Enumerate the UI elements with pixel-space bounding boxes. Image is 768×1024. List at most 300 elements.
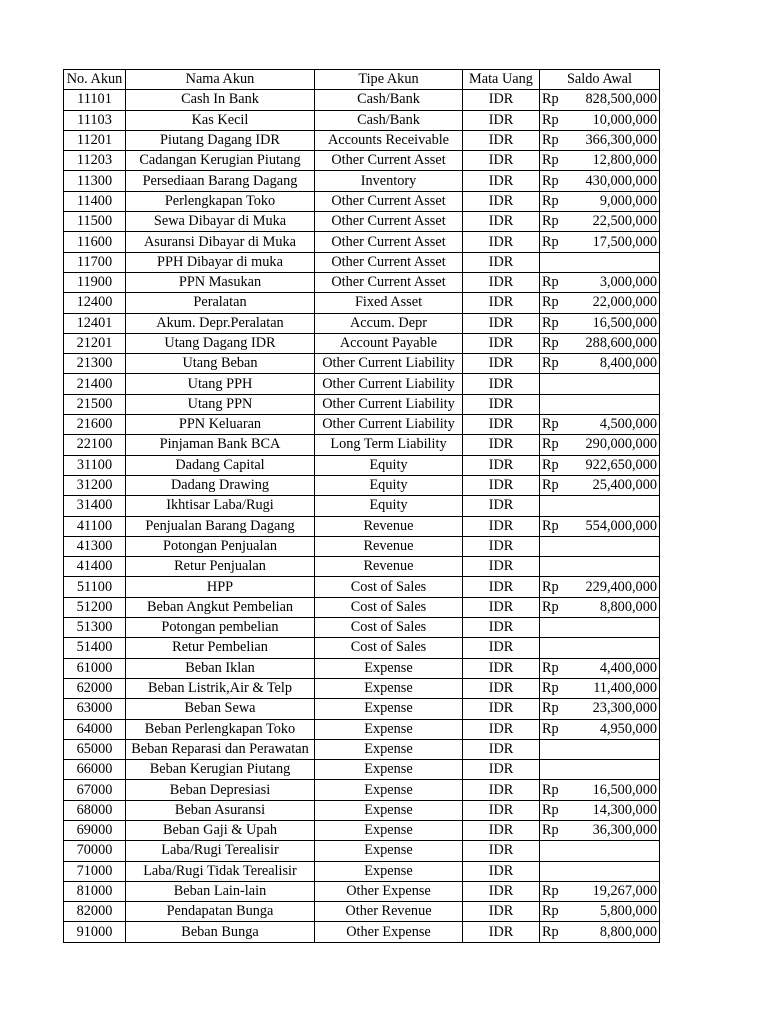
account-number-cell: 12401: [64, 313, 126, 333]
currency-cell: IDR: [463, 536, 540, 556]
account-number-cell: 11300: [64, 171, 126, 191]
currency-cell: IDR: [463, 252, 540, 272]
currency-cell: IDR: [463, 902, 540, 922]
currency-symbol-cell: Rp: [540, 171, 565, 191]
account-name-cell: Beban Sewa: [126, 699, 315, 719]
currency-symbol-cell: [540, 536, 565, 556]
currency-symbol-cell: Rp: [540, 90, 565, 110]
account-name-cell: Utang PPN: [126, 394, 315, 414]
account-name-cell: Beban Bunga: [126, 922, 315, 942]
account-type-cell: Equity: [315, 455, 463, 475]
account-name-cell: Laba/Rugi Terealisir: [126, 841, 315, 861]
currency-cell: IDR: [463, 881, 540, 901]
table-row: [64, 90, 660, 110]
opening-balance-cell: 14,300,000: [565, 800, 660, 820]
account-number-cell: 11400: [64, 191, 126, 211]
opening-balance-cell: 17,500,000: [565, 232, 660, 252]
currency-cell: IDR: [463, 922, 540, 942]
account-type-cell: Account Payable: [315, 333, 463, 353]
account-number-cell: 70000: [64, 841, 126, 861]
account-type-cell: Expense: [315, 678, 463, 698]
account-name-cell: Beban Kerugian Piutang: [126, 760, 315, 780]
currency-symbol-cell: Rp: [540, 354, 565, 374]
account-name-cell: Peralatan: [126, 293, 315, 313]
account-number-cell: 11700: [64, 252, 126, 272]
account-number-cell: 65000: [64, 739, 126, 759]
account-name-cell: Retur Penjualan: [126, 557, 315, 577]
opening-balance-cell: 229,400,000: [565, 577, 660, 597]
currency-cell: IDR: [463, 577, 540, 597]
currency-cell: IDR: [463, 435, 540, 455]
account-name-cell: Beban Listrik,Air & Telp: [126, 678, 315, 698]
table-row: [64, 638, 660, 658]
table-row: [64, 658, 660, 678]
account-number-cell: 11500: [64, 212, 126, 232]
account-number-cell: 21500: [64, 394, 126, 414]
currency-symbol-cell: Rp: [540, 780, 565, 800]
account-number-cell: 11101: [64, 90, 126, 110]
currency-cell: IDR: [463, 719, 540, 739]
opening-balance-cell: 366,300,000: [565, 130, 660, 150]
account-name-cell: HPP: [126, 577, 315, 597]
opening-balance-cell: 11,400,000: [565, 678, 660, 698]
table-row: [64, 516, 660, 536]
account-name-cell: Pinjaman Bank BCA: [126, 435, 315, 455]
currency-symbol-cell: [540, 394, 565, 414]
account-number-cell: 51300: [64, 618, 126, 638]
currency-cell: IDR: [463, 699, 540, 719]
table-row: [64, 354, 660, 374]
currency-cell: IDR: [463, 739, 540, 759]
currency-cell: IDR: [463, 597, 540, 617]
account-type-cell: Other Current Liability: [315, 415, 463, 435]
currency-symbol-cell: Rp: [540, 435, 565, 455]
account-name-cell: Beban Reparasi dan Perawatan: [126, 739, 315, 759]
account-type-cell: Other Revenue: [315, 902, 463, 922]
table-row: [64, 252, 660, 272]
account-name-cell: Cash In Bank: [126, 90, 315, 110]
currency-symbol-cell: Rp: [540, 151, 565, 171]
currency-cell: IDR: [463, 333, 540, 353]
account-number-cell: 12400: [64, 293, 126, 313]
table-row: [64, 780, 660, 800]
opening-balance-cell: [565, 841, 660, 861]
currency-cell: IDR: [463, 618, 540, 638]
account-number-cell: 41400: [64, 557, 126, 577]
account-number-cell: 91000: [64, 922, 126, 942]
table-row: [64, 618, 660, 638]
account-type-cell: Expense: [315, 800, 463, 820]
account-number-cell: 67000: [64, 780, 126, 800]
chart-of-accounts-table: [63, 69, 660, 943]
currency-symbol-cell: [540, 861, 565, 881]
header-mata-uang: Mata Uang: [463, 70, 540, 90]
currency-cell: IDR: [463, 415, 540, 435]
currency-cell: IDR: [463, 861, 540, 881]
table-row: [64, 536, 660, 556]
account-type-cell: Cost of Sales: [315, 577, 463, 597]
opening-balance-cell: 10,000,000: [565, 110, 660, 130]
account-name-cell: Utang Beban: [126, 354, 315, 374]
account-name-cell: Beban Depresiasi: [126, 780, 315, 800]
account-name-cell: Penjualan Barang Dagang: [126, 516, 315, 536]
opening-balance-cell: 4,400,000: [565, 658, 660, 678]
header-saldo-awal: Saldo Awal: [540, 70, 660, 90]
header-row: [64, 70, 660, 90]
opening-balance-cell: 22,500,000: [565, 212, 660, 232]
currency-symbol-cell: Rp: [540, 475, 565, 495]
opening-balance-cell: [565, 638, 660, 658]
currency-symbol-cell: Rp: [540, 130, 565, 150]
currency-cell: IDR: [463, 293, 540, 313]
table-row: [64, 415, 660, 435]
table-row: [64, 272, 660, 292]
account-number-cell: 51400: [64, 638, 126, 658]
table-row: [64, 861, 660, 881]
currency-symbol-cell: [540, 638, 565, 658]
opening-balance-cell: 8,400,000: [565, 354, 660, 374]
opening-balance-cell: 19,267,000: [565, 881, 660, 901]
opening-balance-cell: [565, 618, 660, 638]
opening-balance-cell: 8,800,000: [565, 922, 660, 942]
account-name-cell: Utang PPH: [126, 374, 315, 394]
opening-balance-cell: 430,000,000: [565, 171, 660, 191]
account-name-cell: Ikhtisar Laba/Rugi: [126, 496, 315, 516]
currency-cell: IDR: [463, 130, 540, 150]
account-name-cell: PPN Masukan: [126, 272, 315, 292]
currency-cell: IDR: [463, 780, 540, 800]
table-row: [64, 374, 660, 394]
opening-balance-cell: 36,300,000: [565, 820, 660, 840]
account-type-cell: Other Current Asset: [315, 252, 463, 272]
account-name-cell: Retur Pembelian: [126, 638, 315, 658]
table-row: [64, 902, 660, 922]
table-row: [64, 435, 660, 455]
table-row: [64, 841, 660, 861]
opening-balance-cell: 4,950,000: [565, 719, 660, 739]
account-number-cell: 21201: [64, 333, 126, 353]
currency-symbol-cell: Rp: [540, 110, 565, 130]
account-type-cell: Expense: [315, 760, 463, 780]
opening-balance-cell: 554,000,000: [565, 516, 660, 536]
opening-balance-cell: [565, 394, 660, 414]
account-number-cell: 11900: [64, 272, 126, 292]
account-type-cell: Expense: [315, 658, 463, 678]
currency-symbol-cell: Rp: [540, 658, 565, 678]
currency-cell: IDR: [463, 232, 540, 252]
opening-balance-cell: 288,600,000: [565, 333, 660, 353]
opening-balance-cell: 3,000,000: [565, 272, 660, 292]
currency-cell: IDR: [463, 496, 540, 516]
opening-balance-cell: 922,650,000: [565, 455, 660, 475]
table-row: [64, 333, 660, 353]
opening-balance-cell: 16,500,000: [565, 780, 660, 800]
account-type-cell: Other Current Asset: [315, 212, 463, 232]
opening-balance-cell: [565, 536, 660, 556]
account-type-cell: Other Current Asset: [315, 232, 463, 252]
currency-symbol-cell: Rp: [540, 577, 565, 597]
account-name-cell: Perlengkapan Toko: [126, 191, 315, 211]
opening-balance-cell: [565, 374, 660, 394]
currency-cell: IDR: [463, 212, 540, 232]
currency-symbol-cell: [540, 557, 565, 577]
account-number-cell: 66000: [64, 760, 126, 780]
currency-cell: IDR: [463, 394, 540, 414]
account-type-cell: Expense: [315, 861, 463, 881]
account-type-cell: Cost of Sales: [315, 638, 463, 658]
currency-symbol-cell: [540, 739, 565, 759]
account-type-cell: Other Current Liability: [315, 354, 463, 374]
account-type-cell: Expense: [315, 699, 463, 719]
account-number-cell: 64000: [64, 719, 126, 739]
currency-cell: IDR: [463, 800, 540, 820]
account-name-cell: Cadangan Kerugian Piutang: [126, 151, 315, 171]
account-number-cell: 51200: [64, 597, 126, 617]
account-number-cell: 82000: [64, 902, 126, 922]
account-type-cell: Revenue: [315, 557, 463, 577]
table-row: [64, 881, 660, 901]
currency-cell: IDR: [463, 90, 540, 110]
account-name-cell: Dadang Drawing: [126, 475, 315, 495]
opening-balance-cell: 16,500,000: [565, 313, 660, 333]
currency-cell: IDR: [463, 638, 540, 658]
table-row: [64, 820, 660, 840]
account-type-cell: Fixed Asset: [315, 293, 463, 313]
account-type-cell: Other Expense: [315, 881, 463, 901]
account-type-cell: Other Current Liability: [315, 394, 463, 414]
opening-balance-cell: 5,800,000: [565, 902, 660, 922]
currency-cell: IDR: [463, 313, 540, 333]
currency-symbol-cell: Rp: [540, 333, 565, 353]
opening-balance-cell: [565, 252, 660, 272]
opening-balance-cell: [565, 861, 660, 881]
currency-cell: IDR: [463, 760, 540, 780]
account-number-cell: 61000: [64, 658, 126, 678]
currency-symbol-cell: Rp: [540, 313, 565, 333]
currency-cell: IDR: [463, 272, 540, 292]
opening-balance-cell: 8,800,000: [565, 597, 660, 617]
table-row: [64, 475, 660, 495]
account-type-cell: Cash/Bank: [315, 90, 463, 110]
opening-balance-cell: 22,000,000: [565, 293, 660, 313]
account-name-cell: Beban Gaji & Upah: [126, 820, 315, 840]
account-name-cell: Asuransi Dibayar di Muka: [126, 232, 315, 252]
currency-symbol-cell: [540, 374, 565, 394]
account-name-cell: PPH Dibayar di muka: [126, 252, 315, 272]
account-number-cell: 21300: [64, 354, 126, 374]
account-type-cell: Revenue: [315, 536, 463, 556]
currency-cell: IDR: [463, 354, 540, 374]
account-type-cell: Revenue: [315, 516, 463, 536]
account-name-cell: Beban Perlengkapan Toko: [126, 719, 315, 739]
currency-symbol-cell: Rp: [540, 820, 565, 840]
opening-balance-cell: 12,800,000: [565, 151, 660, 171]
account-name-cell: Akum. Depr.Peralatan: [126, 313, 315, 333]
table-row: [64, 760, 660, 780]
currency-cell: IDR: [463, 516, 540, 536]
table-row: [64, 394, 660, 414]
account-number-cell: 41100: [64, 516, 126, 536]
currency-symbol-cell: [540, 841, 565, 861]
table-row: [64, 151, 660, 171]
currency-cell: IDR: [463, 475, 540, 495]
account-number-cell: 71000: [64, 861, 126, 881]
account-name-cell: Beban Asuransi: [126, 800, 315, 820]
account-name-cell: Potongan pembelian: [126, 618, 315, 638]
account-type-cell: Accum. Depr: [315, 313, 463, 333]
account-type-cell: Accounts Receivable: [315, 130, 463, 150]
currency-cell: IDR: [463, 151, 540, 171]
currency-symbol-cell: Rp: [540, 455, 565, 475]
opening-balance-cell: 9,000,000: [565, 191, 660, 211]
currency-cell: IDR: [463, 171, 540, 191]
account-number-cell: 21400: [64, 374, 126, 394]
table-row: [64, 130, 660, 150]
currency-cell: IDR: [463, 658, 540, 678]
table-row: [64, 800, 660, 820]
currency-symbol-cell: Rp: [540, 922, 565, 942]
currency-symbol-cell: Rp: [540, 293, 565, 313]
account-name-cell: Sewa Dibayar di Muka: [126, 212, 315, 232]
currency-cell: IDR: [463, 820, 540, 840]
account-type-cell: Inventory: [315, 171, 463, 191]
account-number-cell: 63000: [64, 699, 126, 719]
table-row: [64, 293, 660, 313]
currency-cell: IDR: [463, 374, 540, 394]
currency-symbol-cell: Rp: [540, 232, 565, 252]
currency-cell: IDR: [463, 455, 540, 475]
currency-symbol-cell: Rp: [540, 719, 565, 739]
table-row: [64, 191, 660, 211]
account-number-cell: 11201: [64, 130, 126, 150]
opening-balance-cell: [565, 557, 660, 577]
table-row: [64, 597, 660, 617]
account-name-cell: Piutang Dagang IDR: [126, 130, 315, 150]
currency-cell: IDR: [463, 557, 540, 577]
account-type-cell: Expense: [315, 739, 463, 759]
account-name-cell: Beban Lain-lain: [126, 881, 315, 901]
account-name-cell: Utang Dagang IDR: [126, 333, 315, 353]
opening-balance-cell: [565, 760, 660, 780]
currency-symbol-cell: Rp: [540, 212, 565, 232]
currency-symbol-cell: Rp: [540, 516, 565, 536]
currency-symbol-cell: Rp: [540, 272, 565, 292]
table-row: [64, 313, 660, 333]
account-type-cell: Other Current Liability: [315, 374, 463, 394]
account-type-cell: Expense: [315, 719, 463, 739]
opening-balance-cell: 25,400,000: [565, 475, 660, 495]
account-number-cell: 31100: [64, 455, 126, 475]
table-row: [64, 557, 660, 577]
account-name-cell: Beban Iklan: [126, 658, 315, 678]
table-row: [64, 212, 660, 232]
account-type-cell: Equity: [315, 475, 463, 495]
account-number-cell: 11600: [64, 232, 126, 252]
account-number-cell: 21600: [64, 415, 126, 435]
currency-symbol-cell: Rp: [540, 800, 565, 820]
currency-symbol-cell: Rp: [540, 597, 565, 617]
table-row: [64, 110, 660, 130]
account-number-cell: 68000: [64, 800, 126, 820]
currency-symbol-cell: [540, 496, 565, 516]
account-name-cell: Kas Kecil: [126, 110, 315, 130]
account-number-cell: 31400: [64, 496, 126, 516]
account-name-cell: Pendapatan Bunga: [126, 902, 315, 922]
account-type-cell: Other Current Asset: [315, 151, 463, 171]
account-type-cell: Other Expense: [315, 922, 463, 942]
table-row: [64, 699, 660, 719]
header-nama-akun: Nama Akun: [126, 70, 315, 90]
account-name-cell: Dadang Capital: [126, 455, 315, 475]
currency-symbol-cell: Rp: [540, 415, 565, 435]
table-row: [64, 678, 660, 698]
currency-symbol-cell: Rp: [540, 191, 565, 211]
table-row: [64, 922, 660, 942]
account-type-cell: Long Term Liability: [315, 435, 463, 455]
account-type-cell: Cost of Sales: [315, 597, 463, 617]
currency-cell: IDR: [463, 191, 540, 211]
currency-symbol-cell: [540, 618, 565, 638]
account-number-cell: 51100: [64, 577, 126, 597]
account-type-cell: Other Current Asset: [315, 272, 463, 292]
table-row: [64, 577, 660, 597]
currency-symbol-cell: Rp: [540, 881, 565, 901]
account-number-cell: 22100: [64, 435, 126, 455]
account-type-cell: Cash/Bank: [315, 110, 463, 130]
opening-balance-cell: 4,500,000: [565, 415, 660, 435]
account-number-cell: 62000: [64, 678, 126, 698]
table-row: [64, 719, 660, 739]
currency-cell: IDR: [463, 841, 540, 861]
account-name-cell: Persediaan Barang Dagang: [126, 171, 315, 191]
account-type-cell: Cost of Sales: [315, 618, 463, 638]
account-name-cell: Laba/Rugi Tidak Terealisir: [126, 861, 315, 881]
table-row: [64, 455, 660, 475]
account-number-cell: 69000: [64, 820, 126, 840]
table-row: [64, 496, 660, 516]
currency-symbol-cell: [540, 252, 565, 272]
opening-balance-cell: [565, 739, 660, 759]
opening-balance-cell: 23,300,000: [565, 699, 660, 719]
opening-balance-cell: 290,000,000: [565, 435, 660, 455]
currency-symbol-cell: Rp: [540, 699, 565, 719]
account-number-cell: 11103: [64, 110, 126, 130]
currency-symbol-cell: Rp: [540, 902, 565, 922]
account-type-cell: Expense: [315, 841, 463, 861]
account-name-cell: Potongan Penjualan: [126, 536, 315, 556]
account-number-cell: 31200: [64, 475, 126, 495]
header-tipe-akun: Tipe Akun: [315, 70, 463, 90]
table-row: [64, 232, 660, 252]
account-number-cell: 81000: [64, 881, 126, 901]
account-number-cell: 11203: [64, 151, 126, 171]
account-type-cell: Other Current Asset: [315, 191, 463, 211]
opening-balance-cell: 828,500,000: [565, 90, 660, 110]
currency-symbol-cell: Rp: [540, 678, 565, 698]
account-type-cell: Expense: [315, 820, 463, 840]
table-row: [64, 171, 660, 191]
header-no-akun: No. Akun: [64, 70, 126, 90]
account-name-cell: PPN Keluaran: [126, 415, 315, 435]
table-row: [64, 739, 660, 759]
account-type-cell: Expense: [315, 780, 463, 800]
currency-cell: IDR: [463, 110, 540, 130]
account-number-cell: 41300: [64, 536, 126, 556]
account-name-cell: Beban Angkut Pembelian: [126, 597, 315, 617]
opening-balance-cell: [565, 496, 660, 516]
currency-cell: IDR: [463, 678, 540, 698]
currency-symbol-cell: [540, 760, 565, 780]
